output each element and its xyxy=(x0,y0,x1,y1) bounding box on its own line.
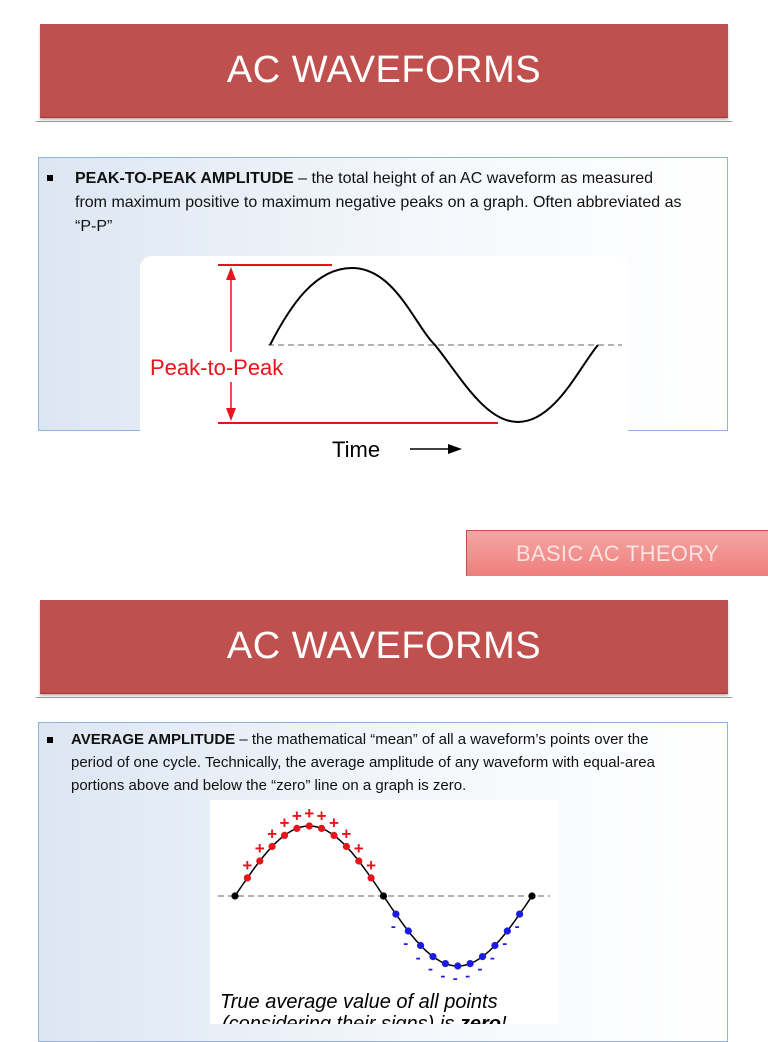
caption-line-2 xyxy=(222,1013,507,1024)
minus-sign: - xyxy=(465,967,471,985)
bullet-paragraph-2 xyxy=(71,728,687,797)
bullet-body-1: – the total height of an AC waveform as measured from maximum positive to maximum negative peaks on a graph. Often abbreviated as “P-P” xyxy=(75,170,682,235)
bullet-icon xyxy=(47,737,53,743)
negative-point xyxy=(491,942,498,949)
positive-point xyxy=(318,825,325,832)
positive-point xyxy=(269,843,276,850)
minus-sign: - xyxy=(489,949,495,967)
positive-point xyxy=(244,874,251,881)
minus-sign: - xyxy=(502,935,508,952)
time-axis-label: Time xyxy=(332,437,381,462)
arrow-up-icon xyxy=(226,267,236,280)
zero-crossing-point xyxy=(380,892,387,899)
zero-crossing-point xyxy=(231,892,238,899)
plus-sign: + xyxy=(291,806,302,826)
peak-to-peak-diagram xyxy=(140,256,628,466)
title-divider-1 xyxy=(36,121,732,122)
plus-sign: + xyxy=(279,813,290,833)
bullet-icon xyxy=(47,175,53,181)
arrow-right-icon xyxy=(448,444,462,454)
plus-sign: + xyxy=(242,855,253,875)
slide-title-text-2: AC WAVEFORMS xyxy=(226,625,542,667)
minus-sign: - xyxy=(403,935,409,952)
minus-sign: - xyxy=(477,960,483,978)
average-amplitude-diagram xyxy=(210,800,558,1024)
plus-sign: + xyxy=(329,813,339,833)
positive-point xyxy=(355,857,362,864)
negative-point xyxy=(467,960,474,967)
positive-point xyxy=(281,832,288,839)
bullet-term-2: AVERAGE AMPLITUDE xyxy=(71,731,236,748)
arrow-down-icon xyxy=(226,408,236,421)
negative-point xyxy=(442,960,449,967)
negative-point xyxy=(417,942,424,949)
positive-point xyxy=(306,822,313,829)
caption-prefix: (considering their signs) is xyxy=(222,1013,460,1024)
footer-label: BASIC AC THEORY xyxy=(516,540,719,566)
minus-sign: - xyxy=(415,949,421,967)
bullet-body-2: – the mathematical “mean” of all a waveform’s points over the period of one cycle. Technically, the average amplitude of any waveform with equal-area portions above and below the “zero” line on a graph is zero. xyxy=(71,731,655,794)
positive-point xyxy=(368,874,375,881)
plus-sign: + xyxy=(267,824,278,844)
plus-sign: + xyxy=(341,824,352,844)
slide-title-1 xyxy=(40,24,728,118)
positive-point xyxy=(330,832,337,839)
positive-point xyxy=(343,843,350,850)
bullet-paragraph-1 xyxy=(75,167,687,239)
positive-point xyxy=(256,857,263,864)
negative-point xyxy=(516,911,523,918)
average-amplitude-figure xyxy=(210,800,558,1024)
slide-title-text-1: AC WAVEFORMS xyxy=(226,49,542,91)
peak-to-peak-label: Peak-to-Peak xyxy=(150,355,284,380)
bullet-term-1: PEAK-TO-PEAK AMPLITUDE xyxy=(75,170,294,187)
plus-sign: + xyxy=(254,839,265,858)
negative-point xyxy=(392,911,399,918)
zero-crossing-point xyxy=(528,892,535,899)
negative-point xyxy=(504,927,511,934)
peak-to-peak-figure xyxy=(140,256,628,466)
minus-sign: - xyxy=(428,960,433,978)
plus-sign: + xyxy=(366,855,377,875)
section-footer-tab xyxy=(466,530,768,576)
plus-sign: + xyxy=(304,804,315,823)
slide-title-2 xyxy=(40,600,728,694)
minus-sign: - xyxy=(390,918,396,936)
caption-line-1: True average value of all points xyxy=(220,991,498,1013)
negative-point xyxy=(429,953,436,960)
negative-point xyxy=(479,953,486,960)
plus-sign: + xyxy=(316,806,327,826)
plus-sign: + xyxy=(353,839,364,858)
minus-sign: - xyxy=(514,918,520,936)
minus-sign: - xyxy=(440,967,446,985)
positive-point xyxy=(293,825,300,832)
negative-point xyxy=(405,927,412,934)
caption-emphasis: zero xyxy=(459,1013,501,1024)
title-divider-2 xyxy=(36,697,732,698)
caption-suffix: ! xyxy=(501,1013,507,1024)
minus-sign: - xyxy=(452,970,458,987)
negative-point xyxy=(454,962,461,969)
